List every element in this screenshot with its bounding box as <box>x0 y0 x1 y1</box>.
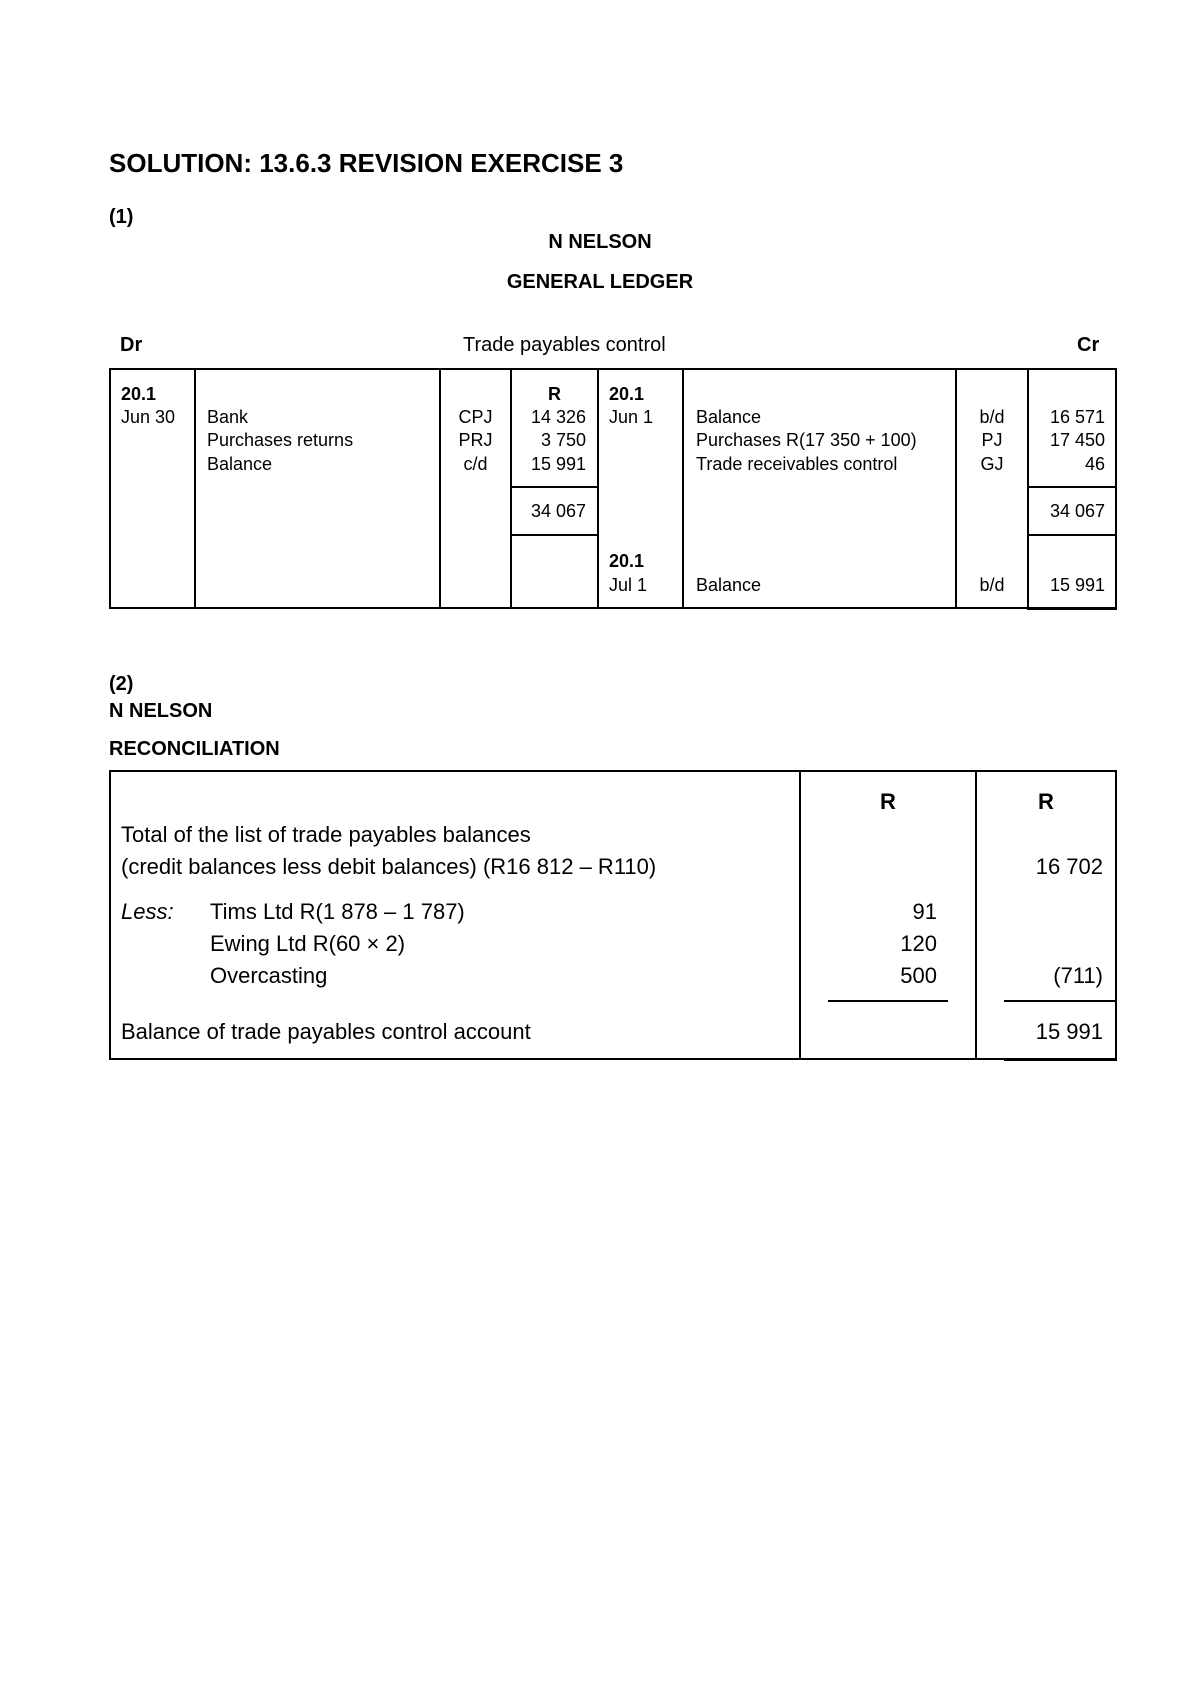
debit-row-details: Purchases returns <box>207 430 354 450</box>
less-item-label: Tims Ltd R(1 878 – 1 787) <box>210 899 465 924</box>
balance-label: Balance of trade payables control account <box>121 1019 531 1044</box>
page-title: SOLUTION: 13.6.3 REVISION EXERCISE 3 <box>109 148 624 178</box>
less-item-amount: 500 <box>900 963 937 988</box>
reconciliation-heading: RECONCILIATION <box>109 738 280 760</box>
total-description-line1: Total of the list of trade payables balances <box>121 822 531 847</box>
credit-side-label: Cr <box>1077 334 1100 356</box>
less-item-amount: 91 <box>912 899 937 924</box>
less-item-label: Ewing Ltd R(60 × 2) <box>210 931 406 956</box>
total-description-line2: (credit balances less debit balances) (R16 812 – R110) <box>121 854 657 879</box>
less-label: Less: <box>121 899 174 924</box>
less-item-amount: 120 <box>900 931 937 956</box>
next-period-date: Jul 1 <box>609 575 648 595</box>
less-total: (711) <box>1053 963 1103 988</box>
credit-row-folio: GJ <box>980 454 1004 474</box>
total-amount: 16 702 <box>1035 854 1103 879</box>
credit-year: 20.1 <box>609 384 645 404</box>
credit-row-folio: b/d <box>979 407 1005 427</box>
next-period-details: Balance <box>696 575 762 595</box>
debit-row-folio: c/d <box>463 454 488 474</box>
credit-date: Jun 1 <box>609 407 654 427</box>
debit-total: 34 067 <box>530 501 586 521</box>
column-header-r: R <box>1038 789 1054 814</box>
credit-row-details: Balance <box>696 407 762 427</box>
credit-total: 34 067 <box>1049 501 1105 521</box>
debit-row-amount: 3 750 <box>540 430 586 450</box>
credit-row-details: Trade receivables control <box>696 454 898 474</box>
debit-currency-header: R <box>548 384 561 404</box>
debit-date: Jun 30 <box>121 407 176 427</box>
debit-row-folio: CPJ <box>458 407 493 427</box>
part2-company-name: N NELSON <box>109 700 213 722</box>
credit-row-amount: 16 571 <box>1049 407 1105 427</box>
company-name: N NELSON <box>548 231 652 253</box>
part2-label: (2) <box>109 673 134 695</box>
credit-row-amount: 46 <box>1084 454 1105 474</box>
less-item-label: Overcasting <box>210 963 328 988</box>
debit-row-details: Balance <box>207 454 273 474</box>
ledger-title: GENERAL LEDGER <box>506 271 694 293</box>
debit-row-details: Bank <box>207 407 249 427</box>
next-period-amount: 15 991 <box>1049 575 1105 595</box>
next-period-year: 20.1 <box>609 551 645 571</box>
part1-label: (1) <box>109 206 134 228</box>
credit-row-folio: PJ <box>981 430 1003 450</box>
balance-amount: 15 991 <box>1035 1019 1103 1044</box>
account-name: Trade payables control <box>463 334 666 356</box>
debit-row-amount: 15 991 <box>530 454 586 474</box>
debit-row-amount: 14 326 <box>530 407 586 427</box>
debit-side-label: Dr <box>120 334 143 356</box>
credit-row-details: Purchases R(17 350 + 100) <box>696 430 917 450</box>
next-period-folio: b/d <box>979 575 1005 595</box>
debit-row-folio: PRJ <box>458 430 493 450</box>
credit-row-amount: 17 450 <box>1049 430 1105 450</box>
column-header-r: R <box>880 789 896 814</box>
debit-year: 20.1 <box>121 384 157 404</box>
